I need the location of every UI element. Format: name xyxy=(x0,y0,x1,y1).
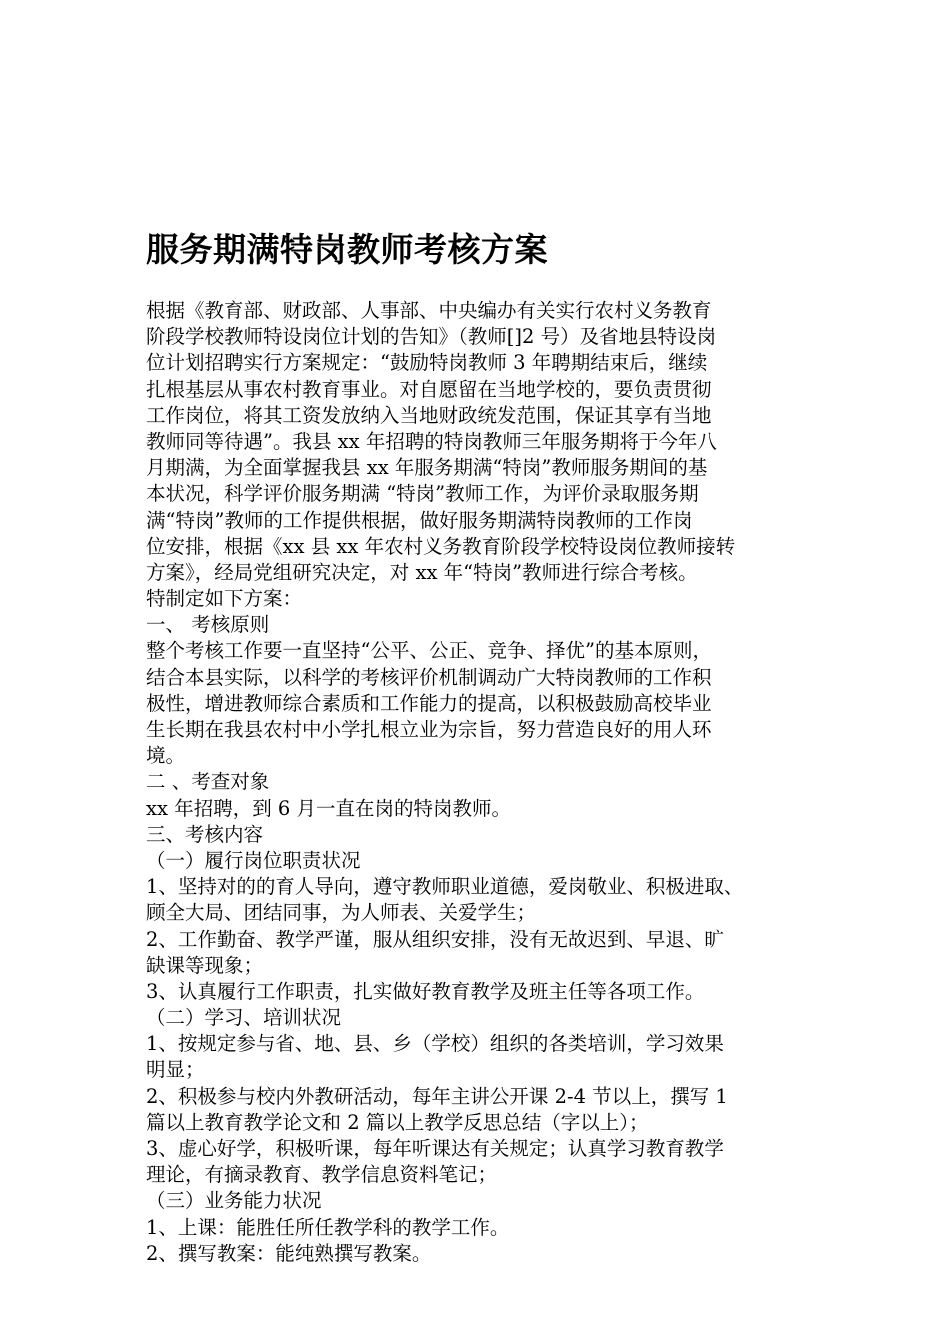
body-line: 阶段学校教师特设岗位计划的告知》（教师[]2 号）及省地县特设岗 xyxy=(146,325,717,349)
document-body xyxy=(146,298,826,1267)
document-title: 服务期满特岗教师考核方案 xyxy=(146,230,548,269)
body-line: 方案》，经局党组研究决定，对 xx 年“特岗”教师进行综合考核。 xyxy=(146,560,698,584)
body-line: 2、工作勤奋、教学严谨，服从组织安排，没有无故迟到、早退、旷 xyxy=(146,927,724,951)
body-line: 特制定如下方案： xyxy=(146,587,303,611)
subsection-heading: （一）履行岗位职责状况 xyxy=(146,848,361,872)
body-line: 扎根基层从事农村教育事业。对自愿留在当地学校的，要负责贯彻 xyxy=(146,377,712,401)
section-heading: 一、 考核原则 xyxy=(146,613,270,637)
body-line: 本状况，科学评价服务期满 “特岗”教师工作，为评价录取服务期 xyxy=(146,482,699,506)
body-line: 位安排，根据《xx 县 xx 年农村义务教育阶段学校特设岗位教师接转 xyxy=(146,534,736,558)
body-line: 顾全大局、团结同事，为人师表、关爱学生； xyxy=(146,901,537,925)
body-line: 结合本县实际，以科学的考核评价机制调动广大特岗教师的工作积 xyxy=(146,665,712,689)
body-line: 根据《教育部、财政部、人事部、中央编办有关实行农村义务教育 xyxy=(146,299,712,322)
body-line: 教师同等待遇”。我县 xx 年招聘的特岗教师三年服务期将于今年八 xyxy=(146,429,717,453)
section-heading: 三、考核内容 xyxy=(146,822,264,846)
body-line: 明显； xyxy=(146,1058,205,1082)
body-line: 工作岗位，将其工资发放纳入当地财政统发范围，保证其享有当地 xyxy=(146,403,712,427)
body-line: 位计划招聘实行方案规定：“鼓励特岗教师 3 年聘期结束后，继续 xyxy=(146,351,708,375)
body-line: 满“特岗”教师的工作提供根据，做好服务期满特岗教师的工作岗 xyxy=(146,508,693,532)
body-line: 3、认真履行工作职责，扎实做好教育教学及班主任等各项工作。 xyxy=(146,979,705,1003)
subsection-heading: （三）业务能力状况 xyxy=(146,1189,322,1213)
body-line: 2、撰写教案：能纯熟撰写教案。 xyxy=(146,1241,432,1265)
body-line: 1、上课：能胜任所任教学科的教学工作。 xyxy=(146,1215,510,1239)
body-line: 缺课等现象； xyxy=(146,953,264,977)
body-line: 1、坚持对的的育人导向，遵守教师职业道德，爱岗敬业、积极进取、 xyxy=(146,875,744,899)
body-line: 生长期在我县农村中小学扎根立业为宗旨，努力营造良好的用人环 xyxy=(146,718,712,741)
body-line: 1、按规定参与省、地、县、乡（学校）组织的各类培训，学习效果 xyxy=(146,1032,724,1056)
body-line: 整个考核工作要一直坚持“公平、公正、竞争、择优”的基本原则， xyxy=(146,639,712,663)
body-line: xx 年招聘，到 6 月一直在岗的特岗教师。 xyxy=(146,796,511,820)
body-line: 极性，增进教师综合素质和工作能力的提高，以积极鼓励高校毕业 xyxy=(146,691,712,715)
section-heading: 二 、考查对象 xyxy=(146,770,270,794)
body-line: 3、虚心好学，积极听课，每年听课达有关规定；认真学习教育教学 xyxy=(146,1137,724,1160)
body-line: 篇以上教育教学论文和 2 篇以上教学反思总结（字以上）； xyxy=(146,1110,649,1134)
subsection-heading: （二）学习、培训状况 xyxy=(146,1006,342,1030)
body-line: 月期满，为全面掌握我县 xx 年服务期满“特岗”教师服务期间的基 xyxy=(146,456,708,480)
body-line: 理论，有摘录教育、教学信息资料笔记； xyxy=(146,1163,498,1187)
body-line: 境。 xyxy=(146,744,186,768)
body-line: 2、积极参与校内外教研活动，每年主讲公开课 2-4 节以上，撰写 1 xyxy=(146,1084,728,1108)
